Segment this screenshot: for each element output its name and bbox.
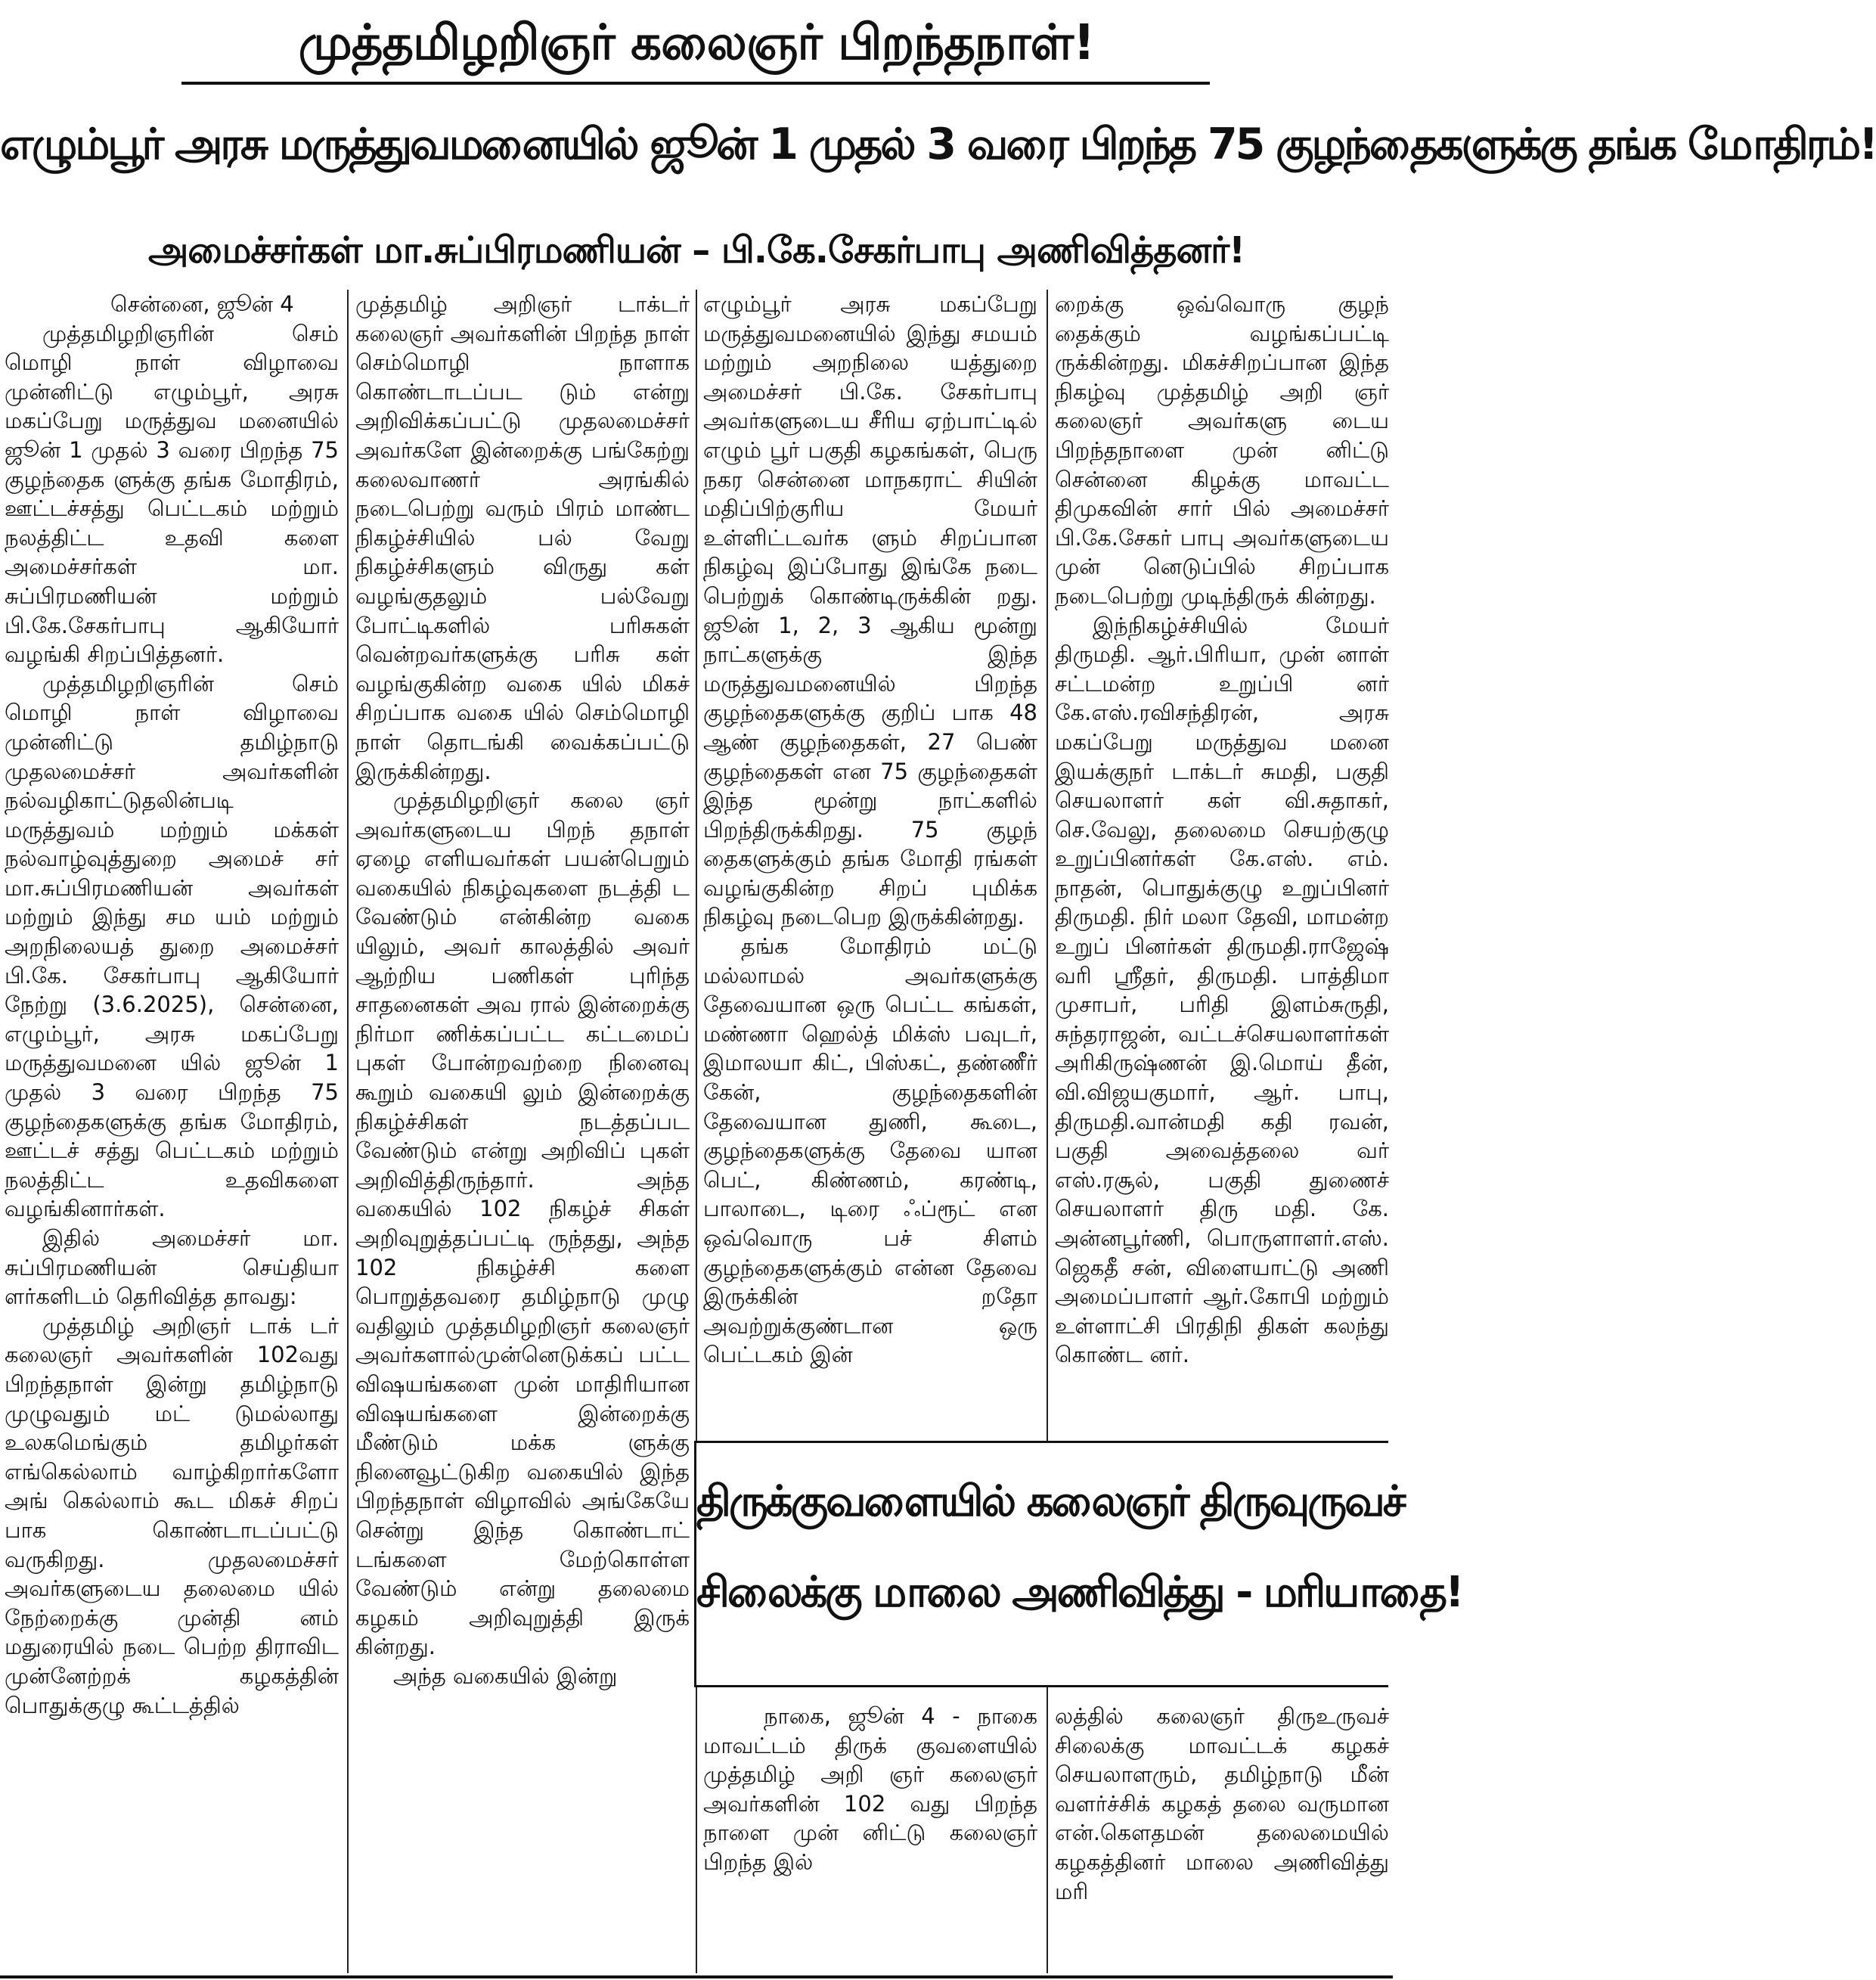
paragraph: முத்தமிழ் அறிஞர் டாக்டர் கலைஞர் அவர்களின் பிறந்த நாள் செம்மொழி நாளாக கொண்டாடப்பட டும் என்று அறிவிக்கப்பட்டு முதலமைச்சர் அவர்களே இன்றைக்கு பங்கேற்று கலைவாணர் அரங்கில் நடைபெற்று வரும் பிரம் மாண்ட நிகழ்ச்சியில் பல் வேறு நிகழ்ச்சிகளும் விருது கள் வழங்குதலும் பல்வேறு போட்டிகளில் பரிசுகள் வென்றவர்களுக்கு பரிசு கள் வழங்குகின்ற வகை யில் மிகச் சிறப்பாக வகை யில் செம்மொழி நாள் தொடங்கி வைக்கப்பட்டு இருக்கின்றது. <box>355 291 690 784</box>
paragraph: முத்தமிழ் அறிஞர் டாக் டர் கலைஞர் அவர்களின் 102வது பிறந்தநாள் இன்று தமிழ்நாடு முழுவதும் மட் டுமல்லாது உலகமெங்கும் தமிழர்கள் எங்கெல்லாம் வாழ்கிறார்களோ அங் கெல்லாம் கூட மிகச் சிறப் பாக கொண்டாடப்பட்டு வருகிறது. முதலமைச்சர் அவர்களுடைய தலைமை யில் நேற்றைக்கு முன்தி னம் மதுரையில் நடை பெற்ற திராவிட முன்னேற்றக் கழகத்தின் பொதுக்குழு கூட்டத்தில் <box>5 1312 339 1718</box>
paragraph: இதில் அமைச்சர் மா. சுப்பிரமணியன் செய்தியா ளர்களிடம் தெரிவித்த தாவது: <box>5 1225 339 1310</box>
headline-rule <box>181 82 1210 85</box>
paragraph: அந்த வகையில் இன்று <box>393 1662 618 1689</box>
sub-article-column-1 <box>703 1702 1037 1974</box>
column-divider <box>696 290 697 1973</box>
article-column-2 <box>355 290 690 1973</box>
paragraph: றைக்கு ஒவ்வொரு குழந் தைக்கும் வழங்கப்பட்டி ருக்கின்றது. மிகச்சிறப்பான இந்த நிகழ்வு முத்தமிழ் அறி ஞர் கலைஞர் அவர்களு டைய பிறந்தநாளை முன் னிட்டு சென்னை கிழக்கு மாவட்ட திமுகவின் சார் பில் அமைச்சர் பி.கே.சேகர் பாபு அவர்களுடைய முன் னெடுப்பில் சிறப்பாக நடைபெற்று முடிந்திருக் கின்றது. <box>1055 291 1389 609</box>
dateline: சென்னை, ஜூன் 4 <box>110 291 294 317</box>
sub-article-title <box>696 1457 1462 1638</box>
paragraph: முத்தமிழறிஞரின் செம் மொழி நாள் விழாவை முன்னிட்டு எழும்பூர், அரசு மகப்பேறு மருத்துவ மனையில் ஜூன் 1 முதல் 3 வரை பிறந்த 75 குழந்தைக ளுக்கு தங்க மோதிரம், ஊட்டச்சத்து பெட்டகம் மற்றும் நலத்திட்ட உதவி களை அமைச்சர்கள் மா. சுப்பிரமணியன் மற்றும் பி.கே.சேகர்பாபு ஆகியோர் வழங்கி சிறப்பித்தனர். <box>5 320 339 668</box>
sub-title-line: திருக்குவளையில் கலைஞர் திருவுருவச் <box>696 1477 1404 1526</box>
paragraph: லத்தில் கலைஞர் திருஉருவச் சிலைக்கு மாவட்டக் கழகச் செயலாளரும், தமிழ்நாடு மீன் வளர்ச்சிக் கழகத் தலை வருமான என்.கௌதமன் தலைமையில் கழகத்தினர் மாலை அணிவித்து மரி <box>1055 1703 1389 1904</box>
article-column-4 <box>1055 290 1389 1568</box>
sub-article-headline-box <box>694 1441 1462 1687</box>
paragraph: முத்தமிழறிஞர் கலை ஞர் அவர்களுடைய பிறந் தநாள் ஏழை எளியவர்கள் பயன்பெறும் வகையில் நிகழ்வுகளை நடத்தி ட வேண்டும் என்கின்ற வகை யிலும், அவர் காலத்தில் அவர் ஆற்றிய பணிகள் புரிந்த சாதனைகள் அவ ரால் இன்றைக்கு நிர்மா ணிக்கப்பட்ட கட்டமைப் புகள் போன்றவற்றை நினைவு கூறும் வகையி லும் இன்றைக்கு நிகழ்ச்சிகள் நடத்தப்பட வேண்டும் என்று அறிவிப் புகள் அறிவித்திருந்தார். அந்த வகையில் 102 நிகழ்ச் சிகள் அறிவுறுத்தப்பட்டி ருந்தது, அந்த 102 நிகழ்ச்சி களை பொறுத்தவரை தமிழ்நாடு முழு வதிலும் முத்தமிழறிஞர் கலைஞர் அவர்களால்முன்னெடுக்கப் பட்ட விஷயங்களை முன் மாதிரியான விஷயங்களை இன்றைக்கு மீண்டும் மக்க ளுக்கு நினைவூட்டுகிற வகையில் இந்த பிறந்தநாள் விழாவில் அங்கேயே சென்று இந்த கொண்டாட் டங்களை மேற்கொள்ள வேண்டும் என்று தலைமை கழகம் அறிவுறுத்தி இருக் கின்றது. <box>355 787 690 1660</box>
headline-byline: அமைச்சர்கள் மா.சுப்பிரமணியன் – பி.கே.சேகர்பாபு அணிவித்தனர்! <box>147 229 1245 272</box>
column-divider <box>347 290 349 1973</box>
paragraph: தங்க மோதிரம் மட்டு மல்லாமல் அவர்களுக்கு தேவையான ஒரு பெட்ட கங்கள், மண்ணா ஹெல்த் மிக்ஸ் பவுடர், இமாலயா கிட், பிஸ்கட், தண்ணீர் கேன், குழந்தைகளின் தேவையான துணி, கூடை, குழந்தைகளுக்கு தேவை யான பெட், கிண்ணம், கரண்டி, பாலாடை, டிரை ஃப்ரூட் என ஒவ்வொரு பச் சிளம் குழந்தைகளுக்கும் என்ன தேவை இருக்கின் றதோ அவற்றுக்குண்டான ஒரு பெட்டகம் இன் <box>703 933 1037 1368</box>
paragraph: முத்தமிழறிஞரின் செம் மொழி நாள் விழாவை முன்னிட்டு தமிழ்நாடு முதலமைச்சர் அவர்களின் நல்வழிகாட்டுதலின்படி மருத்துவம் மற்றும் மக்கள் நல்வாழ்வுத்துறை அமைச் சர் மா.சுப்பிரமணியன் அவர்கள் மற்றும் இந்து சம யம் மற்றும் அறநிலையத் துறை அமைச்சர் பி.கே. சேகர்பாபு ஆகியோர் நேற்று (3.6.2025), சென்னை, எழும்பூர், அரசு மகப்பேறு மருத்துவமனை யில் ஜூன் 1 முதல் 3 வரை பிறந்த 75 குழந்தைகளுக்கு தங்க மோதிரம், ஊட்டச் சத்து பெட்டகம் மற்றும் நலத்திட்ட உதவிகளை வழங்கினார்கள். <box>5 670 339 1222</box>
article-column-1 <box>5 290 339 1973</box>
sub-title-line: சிலைக்கு மாலை அணிவித்து - மரியாதை! <box>696 1568 1462 1617</box>
paragraph: நாகை, ஜூன் 4 - நாகை மாவட்டம் திருக் குவளையில் முத்தமிழ் அறி ஞர் கலைஞர் அவர்களின் 102 வது பிறந்த நாளை முன் னிட்டு கலைஞர் பிறந்த இல் <box>703 1703 1037 1875</box>
sub-article-column-2 <box>1055 1702 1389 1974</box>
headline-main: முத்தமிழறிஞர் கலைஞர் பிறந்தநாள்! <box>298 15 1095 71</box>
paragraph: எழும்பூர் அரசு மகப்பேறு மருத்துவமனையில் இந்து சமயம் மற்றும் அறநிலை யத்துறை அமைச்சர் பி.கே. சேகர்பாபு அவர்களுடைய சீரிய ஏற்பாட்டில் எழும் பூர் பகுதி கழகங்கள், பெரு நகர சென்னை மாநகராட் சியின் மதிப்பிற்குரிய மேயர் உள்ளிட்டவர்க ளும் சிறப்பான நிகழ்வு இப்போது இங்கே நடை பெற்றுக் கொண்டிருக்கின் றது. ஜூன் 1, 2, 3 ஆகிய மூன்று நாட்களுக்கு இந்த மருத்துவமனையில் பிறந்த குழந்தைகளுக்கு குறிப் பாக 48 ஆண் குழந்தைகள், 27 பெண் குழந்தைகள் என 75 குழந்தைகள் இந்த மூன்று நாட்களில் பிறந்திருக்கிறது. 75 குழந் தைகளுக்கும் தங்க மோதி ரங்கள் வழங்குகின்ற சிறப் புமிக்க நிகழ்வு நடைபெற இருக்கின்றது. <box>703 291 1037 930</box>
column-divider <box>1047 290 1048 1973</box>
headline-secondary: எழும்பூர் அரசு மருத்துவமனையில் ஜூன் 1 முதல் 3 வரை பிறந்த 75 குழந்தைகளுக்கு தங்க மோதிரம்! <box>0 119 1876 169</box>
page-bottom-rule <box>0 1975 1393 1978</box>
paragraph: இந்நிகழ்ச்சியில் மேயர் திருமதி. ஆர்.பிரியா, முன் னாள் சட்டமன்ற உறுப்பி னர் கே.எஸ்.ரவிசந்திரன், அரசு மகப்பேறு மருத்துவ மனை இயக்குநர் டாக்டர் சுமதி, பகுதி செயலாளர் கள் வி.சுதாகர், செ.வேலு, தலைமை செயற்குழு உறுப்பினர்கள் கே.எஸ். எம். நாதன், பொதுக்குழு உறுப்பினர் திருமதி. நிர் மலா தேவி, மாமன்ற உறுப் பினர்கள் திருமதி.ராஜேஷ் வரி ஸ்ரீதர், திருமதி. பாத்திமா முசாபர், பரிதி இளம்சுருதி, சுந்தராஜன், வட்டச்செயலாளர்கள் அரிகிருஷ்ணன் இ.மொய் தீன், வி.விஜயகுமார், ஆர். பாபு, திருமதி.வான்மதி கதி ரவன், பகுதி அவைத்தலை வர் எஸ்.ரசூல், பகுதி துணைச் செயலாளர் திரு மதி. கே. அன்னபூர்ணி, பொருளாளர்.எஸ். ஜெகதீ சன், விளையாட்டு அணி அமைப்பாளர் ஆர்.கோபி மற்றும் உள்ளாட்சி பிரதிநி திகள் கலந்து கொண்ட னர். <box>1055 612 1389 1368</box>
